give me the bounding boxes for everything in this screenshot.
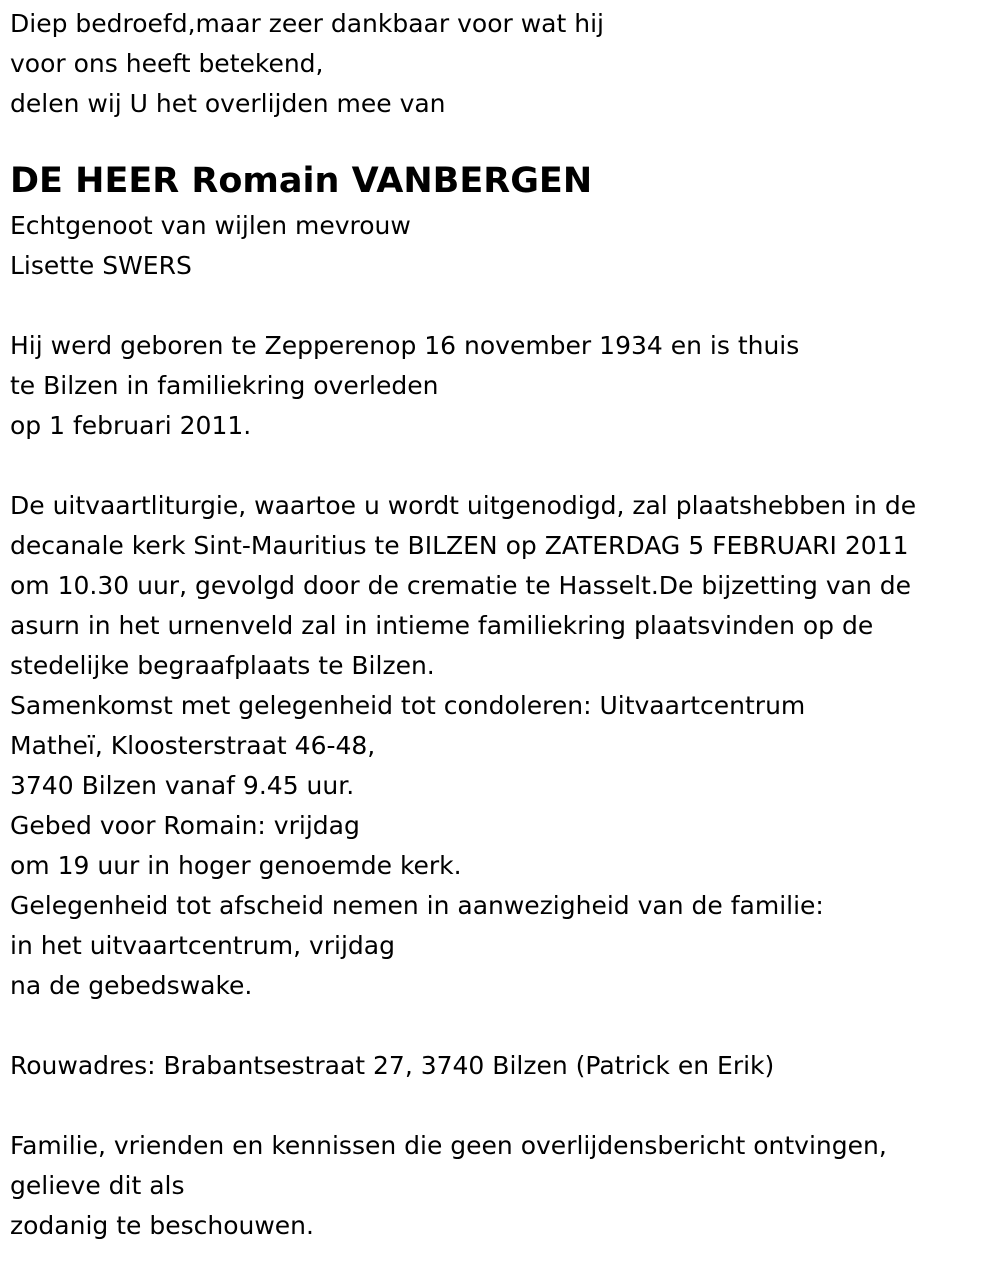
- funeral-line: om 19 uur in hoger genoemde kerk.: [10, 851, 462, 880]
- funeral-line: Samenkomst met gelegenheid tot condoleren: Uitvaartcentrum: [10, 691, 806, 720]
- funeral-line: asurn in het urnenveld zal in intieme familiekring plaatsvinden op de: [10, 611, 874, 640]
- mourning-address: Rouwadres: Brabantsestraat 27, 3740 Bilzen (Patrick en Erik): [10, 1051, 775, 1080]
- funeral-line: Gebed voor Romain: vrijdag: [10, 811, 360, 840]
- birth-death-line: op 1 februari 2011.: [10, 411, 252, 440]
- intro-line: Diep bedroefd,maar zeer dankbaar voor wat hij: [10, 9, 604, 38]
- funeral-line: Matheï, Kloosterstraat 46-48,: [10, 731, 376, 760]
- intro-line: delen wij U het overlijden mee van: [10, 89, 446, 118]
- paragraph-spacer: [10, 1006, 990, 1046]
- obituary-notice: [10, 4, 990, 1246]
- spouse-line: Echtgenoot van wijlen mevrouw: [10, 211, 411, 240]
- funeral-line: Gelegenheid tot afscheid nemen in aanwezigheid van de familie:: [10, 891, 824, 920]
- funeral-line: na de gebedswake.: [10, 971, 253, 1000]
- birth-death-line: te Bilzen in familiekring overleden: [10, 371, 439, 400]
- closing-line: gelieve dit als: [10, 1171, 185, 1200]
- closing-paragraph: [10, 1126, 990, 1246]
- paragraph-spacer: [10, 286, 990, 326]
- funeral-line: om 10.30 uur, gevolgd door de crematie te Hasselt.De bijzetting van de: [10, 571, 912, 600]
- spouse-line: Lisette SWERS: [10, 251, 192, 280]
- intro-paragraph: [10, 4, 990, 124]
- funeral-paragraph: [10, 486, 990, 1006]
- birth-death-line: Hij werd geboren te Zepperenop 16 november 1934 en is thuis: [10, 331, 800, 360]
- funeral-line: stedelijke begraafplaats te Bilzen.: [10, 651, 435, 680]
- funeral-line: decanale kerk Sint-Mauritius te BILZEN op ZATERDAG 5 FEBRUARI 2011: [10, 531, 909, 560]
- funeral-line: 3740 Bilzen vanaf 9.45 uur.: [10, 771, 355, 800]
- intro-line: voor ons heeft betekend,: [10, 49, 324, 78]
- birth-death-paragraph: [10, 326, 990, 446]
- funeral-line: in het uitvaartcentrum, vrijdag: [10, 931, 395, 960]
- paragraph-spacer: [10, 446, 990, 486]
- deceased-name: DE HEER Romain VANBERGEN: [10, 161, 593, 201]
- closing-line: Familie, vrienden en kennissen die geen overlijdensbericht ontvingen,: [10, 1131, 887, 1160]
- paragraph-spacer: [10, 1086, 990, 1126]
- spouse-paragraph: [10, 206, 990, 286]
- address-paragraph: [10, 1046, 990, 1086]
- closing-line: zodanig te beschouwen.: [10, 1211, 314, 1240]
- funeral-line: De uitvaartliturgie, waartoe u wordt uitgenodigd, zal plaatshebben in de: [10, 491, 917, 520]
